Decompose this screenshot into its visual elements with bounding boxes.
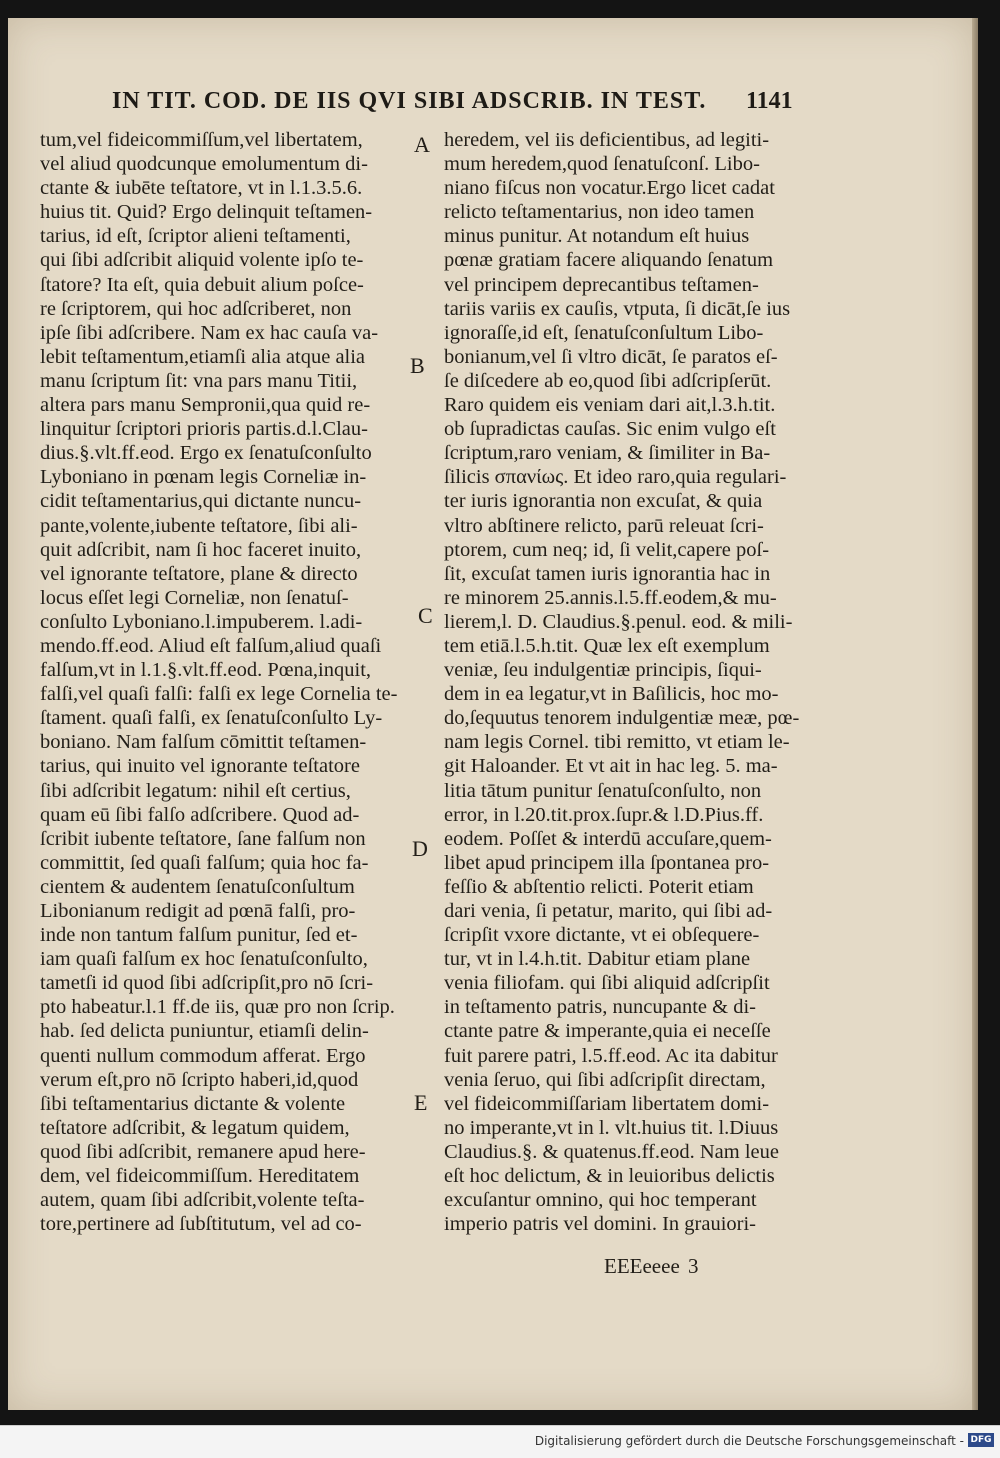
text-line: venia ſeruo, qui ſibi adſcripſit directam, [444,1068,766,1091]
margin-letter-a: A [414,132,430,157]
text-line: ſcriptum,raro veniam, & ſimiliter in Ba- [444,442,771,465]
text-line: tarius, qui inuito vel ignorante teſtatore [40,755,360,778]
text-line: tarius, id eſt, ſcriptor alieni teſtamenti, [40,225,351,248]
text-line: quam eū ſibi falſo adſcribere. Quod ad- [40,803,360,826]
dfg-logo: DFG [968,1433,994,1447]
text-line: autem, quam ſibi adſcribit,volente teſta- [40,1189,365,1212]
text-line: cientem & audentem ſenatuſconſultum [40,875,355,898]
text-line: tem etiā.l.5.h.tit. Quæ lex eſt exemplum [444,634,770,657]
text-line: venia filiofam. qui ſibi aliquid adſcripſit [444,972,770,995]
text-line: pante,volente,iubente teſtatore, ſibi ali- [40,514,358,537]
text-line: Libonianum redigit ad pœnā falſi, pro- [40,900,356,922]
text-line: in teſtamento patris, nuncupante & di- [444,996,756,1019]
text-line: vel aliud quodcunque emolumentum di- [40,153,368,176]
text-line: ter iuris ignorantia non excuſat, & quia [444,490,763,513]
text-line: tum,vel fideicommiſſum,vel libertatem, [40,129,363,151]
text-line: verum eſt,pro nō ſcripto haberi,id,quod [40,1068,359,1091]
text-line: niano fiſcus non vocatur.Ergo licet cadat [444,177,775,200]
text-line: vel ignorante teſtatore, plane & directo [40,562,358,585]
text-line: pto habeatur.l.1 ff.de iis, quæ pro non ſcrip. [40,996,395,1019]
text-line: do,ſequutus tenorem indulgentiæ meæ, pœ- [444,707,800,730]
text-line: mum heredem,quod ſenatuſconſ. Libo- [444,153,760,176]
text-line: git Haloander. Et vt ait in hac leg. 5. ma- [444,755,778,778]
text-line: tametſi id quod ſibi adſcripſit,pro nō ſcri- [40,972,374,995]
text-line: dem in ea legatur,vt in Baſilicis, hoc mo- [444,683,779,706]
running-head: IN TIT. COD. DE IIS QVI SIBI ADSCRIB. IN TEST. [112,88,707,114]
text-line: error, in l.20.tit.prox.ſupr.& l.D.Pius.ff. [444,803,764,826]
text-line: imperio patris vel domini. In grauiori- [444,1213,756,1236]
text-line: no imperante,vt in l. vlt.huius tit. l.Diuus [444,1116,779,1139]
text-line: litia tātum punitur ſenatuſconſulto, non [444,779,762,802]
text-line: fuit parere patri, l.5.ff.eod. Ac ita dabitur [444,1044,778,1067]
left-column [40,128,406,1236]
text-line: veniæ, ſeu indulgentiæ principis, ſiqui- [444,659,762,682]
text-line: ſcribit iubente teſtatore, ſane falſum non [40,827,366,850]
text-line: relicto teſtamentarius, non ideo tamen [444,201,755,224]
text-line: re ſcriptorem, qui hoc adſcriberet, non [40,297,352,320]
text-line: iam quaſi falſum ex hoc ſenatuſconſulto, [40,948,368,971]
text-line: conſulto Lyboniano.l.impuberem. l.adi- [40,610,363,633]
text-line: lebit teſtamentum,etiamſi alia atque alia [40,345,366,368]
text-line: libet apud principem illa ſpontanea pro- [444,851,770,874]
text-line: dius.§.vlt.ff.eod. Ergo ex ſenatuſconſulto [40,442,372,465]
text-line: eodem. Poſſet & interdū accuſare,quem- [444,827,772,850]
text-line: excuſantur omnino, qui hoc temperant [444,1189,757,1212]
footer-bar [0,1425,1000,1458]
text-line: locus eſſet legi Corneliæ, non ſenatuſ- [40,586,349,609]
text-line: falſum,vt in l.1.§.vlt.ff.eod. Pœna,inquit, [40,659,372,682]
text-line: tore,pertinere ad ſubſtitutum, vel ad co- [40,1213,362,1236]
text-line: Raro quidem eis veniam dari ait,l.3.h.tit. [444,394,776,417]
text-line: dari venia, ſi petatur, marito, qui ſibi ad- [444,900,773,922]
text-line: huius tit. Quid? Ergo delinquit teſtamen- [40,201,373,224]
text-line: tur, vt in l.4.h.tit. Dabitur etiam plane [444,948,751,971]
text-line: ſibi adſcribit legatum: nihil eſt certius, [40,779,351,802]
text-line: lierem,l. D. Claudius.§.penul. eod. & mili- [444,610,793,633]
text-line: minus punitur. At notandum eſt huius [444,225,750,248]
text-line: ſit, excuſat tamen iuris ignorantia hac in [444,562,771,585]
text-line: feſſio & abſtentio relicti. Poterit etiam [444,875,754,898]
text-line: heredem, vel iis deficientibus, ad legiti- [444,129,770,151]
text-line: inde non tantum falſum punitur, ſed et- [40,924,358,947]
footer-credit: Digitalisierung gefördert durch die Deutsche Forschungsgemeinschaft - [534,1434,964,1448]
text-line: vel principem deprecantibus teſtamen- [444,273,759,296]
text-line: vltro abſtinere relicto, parū releuat ſcri- [444,514,764,537]
page-edge [972,18,978,1410]
margin-letter-b: B [410,353,425,378]
text-line: quit adſcribit, nam ſi hoc faceret inuito, [40,538,362,561]
catchword: EEEeeee [604,1254,680,1278]
text-line: teſtatore adſcribit, & legatum quidem, [40,1116,350,1139]
signature-mark: 3 [688,1254,699,1278]
right-column [444,128,802,1236]
text-line: ctante & iubēte teſtatore, vt in l.1.3.5.6. [40,177,363,200]
text-line: ptorem, cum neq; id, ſi velit,capere poſ- [444,538,770,561]
text-line: cidit teſtamentarius,qui dictante nuncu- [40,490,362,513]
text-line: Lyboniano in pœnam legis Corneliæ in- [40,466,367,489]
text-line: mendo.ff.eod. Aliud eſt falſum,aliud quaſi [40,634,382,657]
text-line: bonianum,vel ſi vltro dicāt, ſe paratos eſ- [444,345,778,368]
text-line: boniano. Nam falſum cōmittit teſtamen- [40,731,367,754]
text-line: altera pars manu Sempronii,qua quid re- [40,394,371,417]
text-line: ctante patre & imperante,quia ei neceſſe [444,1020,771,1043]
margin-letter-e: E [414,1090,428,1115]
text-line: ob ſupradictas cauſas. Sic enim vulgo eſt [444,418,776,441]
text-line: eſt hoc delictum, & in leuioribus delictis [444,1165,775,1188]
text-line: committit, ſed quaſi falſum; quia hoc fa- [40,851,369,874]
text-line: tariis variis ex cauſis, vtputa, ſi dicāt,ſe ius [444,297,791,320]
text-line: quod ſibi adſcribit, remanere apud here- [40,1140,366,1163]
margin-letter-c: C [418,603,433,628]
text-line: quenti nullum commodum afferat. Ergo [40,1044,366,1067]
text-line: ignoraſſe,id eſt, ſenatuſconſultum Libo- [444,321,764,344]
text-line: ſibi teſtamentarius dictante & volente [40,1092,346,1115]
margin-letter-d: D [412,836,428,861]
text-line: dem, vel fideicommiſſum. Hereditatem [40,1165,360,1188]
text-line: ſilicis σπανίως. Et ideo raro,quia regulari- [444,466,787,489]
text-line: ſtatore? Ita eſt, quia debuit alium poſce- [40,273,364,296]
text-line: ſe diſcedere ab eo,quod ſibi adſcripſerūt. [444,369,772,392]
text-line: Claudius.§. & quatenus.ff.eod. Nam leue [444,1140,779,1163]
folio-number: 1141 [746,88,793,114]
text-line: hab. ſed delicta puniuntur, etiamſi delin- [40,1020,369,1043]
text-line: pœnæ gratiam facere aliquando ſenatum [444,249,774,272]
text-line: re minorem 25.annis.l.5.ff.eodem,& mu- [444,586,777,609]
text-line: linquitur ſcriptori prioris partis.d.l.Clau- [40,418,368,441]
text-line: ipſe ſibi adſcribere. Nam ex hac cauſa va- [40,321,379,344]
text-line: nam legis Cornel. tibi remitto, vt etiam le- [444,731,790,754]
text-line: ſcripſit vxore dictante, vt ei obſequere- [444,924,760,947]
text-line: falſi,vel quaſi falſi: falſi ex lege Cornelia te- [40,683,398,706]
text-line: vel fideicommiſſariam libertatem domi- [444,1092,770,1115]
text-line: qui ſibi adſcribit aliquid volente ipſo te- [40,249,364,272]
text-line: ſtament. quaſi falſi, ex ſenatuſconſulto Ly- [40,707,383,730]
text-line: manu ſcriptum ſit: vna pars manu Titii, [40,369,358,392]
